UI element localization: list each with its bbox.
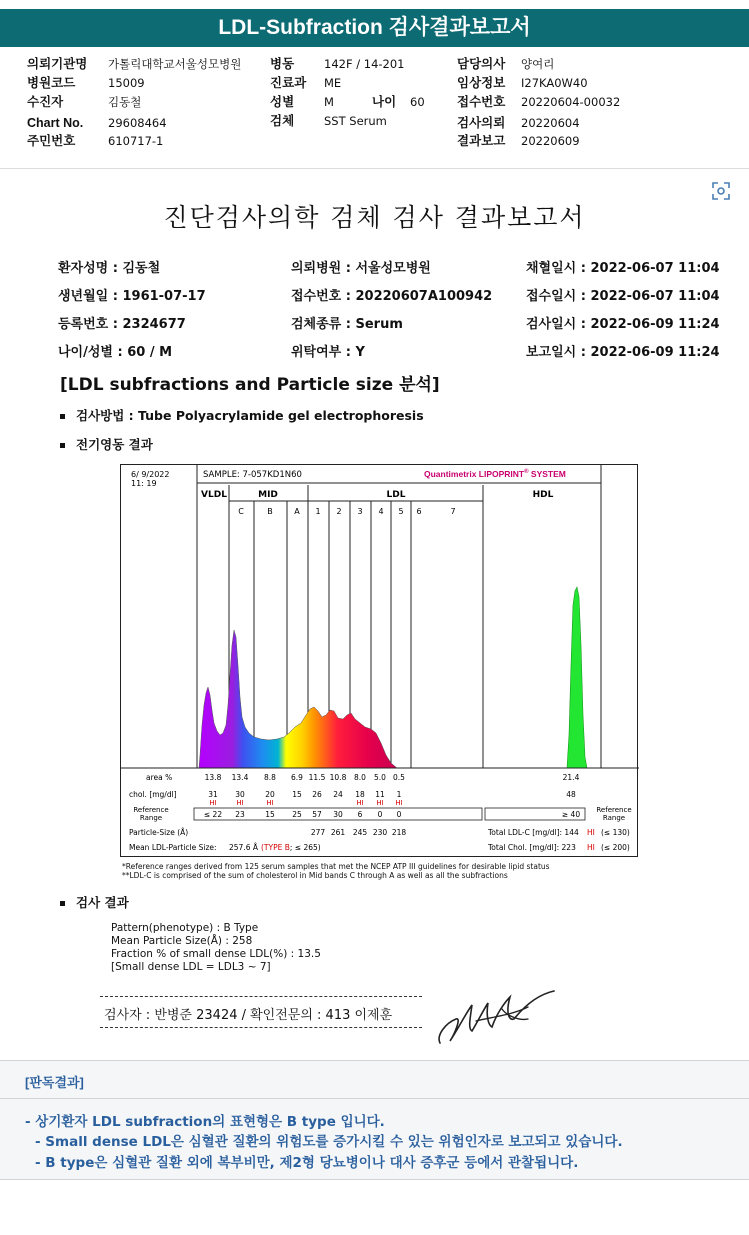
chart-brand-suffix: SYSTEM	[528, 469, 566, 479]
psize-value: 230	[372, 828, 388, 837]
signature-line-top	[100, 996, 422, 997]
chart-sample: SAMPLE: 7-057KD1N60	[203, 470, 302, 480]
ref-value: 0	[396, 810, 402, 819]
meta-value: 15009	[108, 76, 145, 90]
meta-value: SST Serum	[324, 114, 387, 128]
chart-brand	[424, 468, 566, 479]
chol-value: 1	[396, 790, 402, 799]
band-5: 5	[398, 507, 404, 516]
collection-datetime: 채혈일시 : 2022-06-07 11:04	[526, 261, 720, 276]
hi-flag: HI	[376, 799, 384, 807]
electro-heading	[60, 435, 153, 453]
section-heading: [LDL subfractions and Particle size 분석]	[60, 375, 440, 395]
chart-time: 11: 19	[131, 479, 157, 488]
method-text: 검사방법 : Tube Polyacrylamide gel electrophoresis	[76, 408, 424, 423]
psize-value: 245	[352, 828, 368, 837]
total-ldl: Total LDL-C [mg/dl]: 144	[488, 828, 579, 837]
band-b: B	[267, 507, 273, 516]
ref-value: ≥ 40	[561, 810, 581, 819]
chart-date: 6/ 9/2022	[131, 470, 170, 479]
band-1: 1	[315, 507, 321, 516]
chol-value: 31	[208, 790, 218, 799]
group-mid: MID	[258, 490, 278, 500]
meta-table	[0, 55, 749, 152]
row-label-chol: chol. [mg/dl]	[129, 790, 177, 799]
meta-value: 20220609	[521, 134, 580, 148]
judgement-divider	[0, 1098, 749, 1099]
chol-value: 24	[333, 790, 343, 799]
meta-value: 610717-1	[108, 134, 164, 148]
area-value: 11.5	[308, 773, 326, 782]
meta-value: 142F / 14-201	[324, 57, 405, 71]
test-datetime: 검사일시 : 2022-06-09 11:24	[526, 317, 720, 332]
meta-label: 접수번호	[457, 95, 506, 109]
footnote-2: **LDL-C is comprised of the sum of cholesterol in Mid bands C through A as well as all the subfractions	[122, 871, 508, 880]
patient-name: 환자성명 : 김동철	[58, 261, 161, 276]
chart-brand-sup: ®	[524, 469, 529, 475]
area-value: 0.5	[393, 773, 405, 782]
hi-flag: HI	[209, 799, 217, 807]
ref-value: 57	[312, 810, 322, 819]
row-label-ref-right-2: Range	[602, 814, 626, 822]
psize-row	[311, 828, 407, 837]
chol-row	[208, 790, 576, 799]
row-label-area: area %	[146, 773, 173, 782]
psize-value: 261	[330, 828, 346, 837]
chart-brand-name: Quantimetrix LIPOPRINT	[424, 469, 525, 479]
total-chol-hi: HI	[587, 843, 595, 852]
group-hdl: HDL	[532, 490, 554, 500]
signer-info: 검사자 : 반병준 23424 / 확인전문의 : 413 이제훈	[104, 1008, 393, 1023]
ref-value: 6	[357, 810, 363, 819]
mean-type: (TYPE B	[261, 843, 290, 852]
meta-value: 20220604	[521, 116, 580, 130]
area-value: 21.4	[562, 773, 580, 782]
result-pattern: Pattern(phenotype) : B Type	[111, 922, 259, 934]
result-heading	[60, 893, 129, 911]
hi-flag: HI	[356, 799, 364, 807]
chol-value: 15	[292, 790, 302, 799]
total-ldl-ref: (≤ 130)	[601, 828, 630, 837]
received-datetime: 접수일시 : 2022-06-07 11:04	[526, 289, 720, 304]
meta-label-age: 나이	[372, 95, 397, 109]
footnote-1: *Reference ranges derived from 125 serum samples that met the NCEP ATP III guidelines for desirable lipid status	[122, 862, 550, 871]
ref-value: 30	[333, 810, 343, 819]
judgement-line-2: - Small dense LDL은 심혈관 질환의 위험도를 증가시킬 수 있는 위험인자로 보고되고 있습니다.	[35, 1134, 623, 1150]
mean-tail: ; ≤ 265)	[289, 843, 321, 852]
meta-value: 김동철	[108, 95, 142, 109]
electro-text: 전기영동 결과	[76, 437, 153, 452]
meta-label: 병원코드	[27, 76, 76, 90]
psize-value: 277	[310, 828, 326, 837]
chol-value: 26	[312, 790, 322, 799]
accession-number: 접수번호 : 20220607A100942	[291, 289, 493, 304]
chol-value: 20	[265, 790, 275, 799]
hi-flag: HI	[395, 799, 403, 807]
meta-label: 결과보고	[457, 134, 506, 148]
ref-value: 23	[235, 810, 245, 819]
ref-row	[204, 810, 580, 819]
meta-value: M	[324, 95, 334, 109]
judgement-line-1: - 상기환자 LDL subfraction의 표현형은 B type 입니다.	[25, 1114, 385, 1130]
hi-flag: HI	[236, 799, 244, 807]
meta-label: 성별	[270, 95, 295, 109]
band-3: 3	[357, 507, 363, 516]
ref-value: 15	[265, 810, 275, 819]
meta-label: 임상정보	[457, 76, 506, 90]
meta-value: 양여리	[521, 57, 555, 71]
area-row	[205, 773, 580, 782]
band-2: 2	[336, 507, 342, 516]
area-value: 13.4	[231, 773, 249, 782]
meta-value: 29608464	[108, 116, 167, 130]
row-label-ref-1: Reference	[133, 806, 169, 814]
judgement-title: [판독결과]	[25, 1075, 84, 1090]
mean-size-value: 257.6 Å	[229, 843, 258, 852]
group-ldl: LDL	[386, 490, 406, 500]
band-a: A	[294, 507, 300, 516]
lipoprint-chart-svg	[121, 465, 639, 858]
row-label-ref-right-1: Reference	[596, 806, 632, 814]
meta-value: 가톨릭대학교서울성모병원	[108, 57, 242, 71]
band-6: 6	[416, 507, 422, 516]
meta-label: 검체	[270, 114, 295, 128]
report-header-title: LDL-Subfraction 검사결과보고서	[0, 9, 749, 47]
band-c: C	[238, 507, 244, 516]
hi-flag: HI	[266, 799, 274, 807]
result-definition: [Small dense LDL = LDL3 ~ 7]	[111, 961, 271, 973]
specimen-type: 검체종류 : Serum	[291, 317, 403, 332]
area-value: 13.8	[204, 773, 222, 782]
psize-value: 218	[391, 828, 407, 837]
meta-label: Chart No.	[27, 116, 84, 130]
chol-value: 30	[235, 790, 245, 799]
chol-value: 18	[355, 790, 365, 799]
meta-label: 의뢰기관명	[27, 57, 88, 71]
method-line	[60, 406, 424, 424]
area-value: 8.0	[354, 773, 366, 782]
age-sex: 나이/성별 : 60 / M	[58, 345, 173, 360]
band-7: 7	[450, 507, 456, 516]
row-label-mean: Mean LDL-Particle Size:	[129, 843, 217, 852]
area-value: 8.8	[264, 773, 276, 782]
meta-label: 검사의뢰	[457, 116, 506, 130]
ref-value: ≤ 22	[203, 810, 223, 819]
meta-value-age: 60	[410, 95, 425, 109]
row-label-ref-2: Range	[139, 814, 163, 822]
judgement-line-3: - B type은 심혈관 질환 외에 복부비만, 제2형 당뇨병이나 대사 증후군 등에서 관찰됩니다.	[35, 1155, 579, 1171]
meta-label: 주민번호	[27, 134, 76, 148]
signature-line-bottom	[100, 1027, 422, 1028]
ref-value: 0	[377, 810, 383, 819]
signature-image	[432, 985, 562, 1051]
chol-value: 48	[566, 790, 576, 799]
area-value: 6.9	[291, 773, 303, 782]
row-label-psize: Particle-Size (Å)	[129, 828, 189, 837]
area-value: 10.8	[329, 773, 347, 782]
report-title: 진단검사의학 검체 검사 결과보고서	[163, 203, 586, 232]
registration-number: 등록번호 : 2324677	[58, 317, 186, 332]
birth-date: 생년월일 : 1961-07-17	[58, 289, 206, 304]
meta-value: ME	[324, 76, 342, 90]
result-heading-text: 검사 결과	[76, 895, 129, 910]
ref-value: 25	[292, 810, 302, 819]
result-mean-size: Mean Particle Size(Å) : 258	[111, 935, 253, 947]
meta-value: I27KA0W40	[521, 76, 588, 90]
meta-label: 수진자	[27, 95, 64, 109]
area-value: 5.0	[374, 773, 386, 782]
hi-row	[209, 799, 402, 807]
referral-hospital: 의뢰병원 : 서울성모병원	[291, 261, 431, 276]
mean-ldl-size	[229, 843, 321, 852]
group-vldl: VLDL	[201, 490, 227, 500]
meta-label: 진료과	[270, 76, 307, 90]
meta-label: 병동	[270, 57, 295, 71]
meta-value: 20220604-00032	[521, 95, 621, 109]
total-chol-ref: (≤ 200)	[601, 843, 630, 852]
result-fraction: Fraction % of small dense LDL(%) : 13.5	[111, 948, 321, 960]
lipoprint-chart	[120, 464, 638, 857]
report-datetime: 보고일시 : 2022-06-09 11:24	[526, 345, 720, 360]
meta-label: 담당의사	[457, 57, 506, 71]
outsourced: 위탁여부 : Y	[291, 345, 365, 360]
band-4: 4	[378, 507, 384, 516]
total-chol: Total Chol. [mg/dl]: 223	[488, 843, 576, 852]
chol-value: 11	[375, 790, 385, 799]
total-ldl-hi: HI	[587, 828, 595, 837]
hdl-peak	[567, 587, 587, 768]
